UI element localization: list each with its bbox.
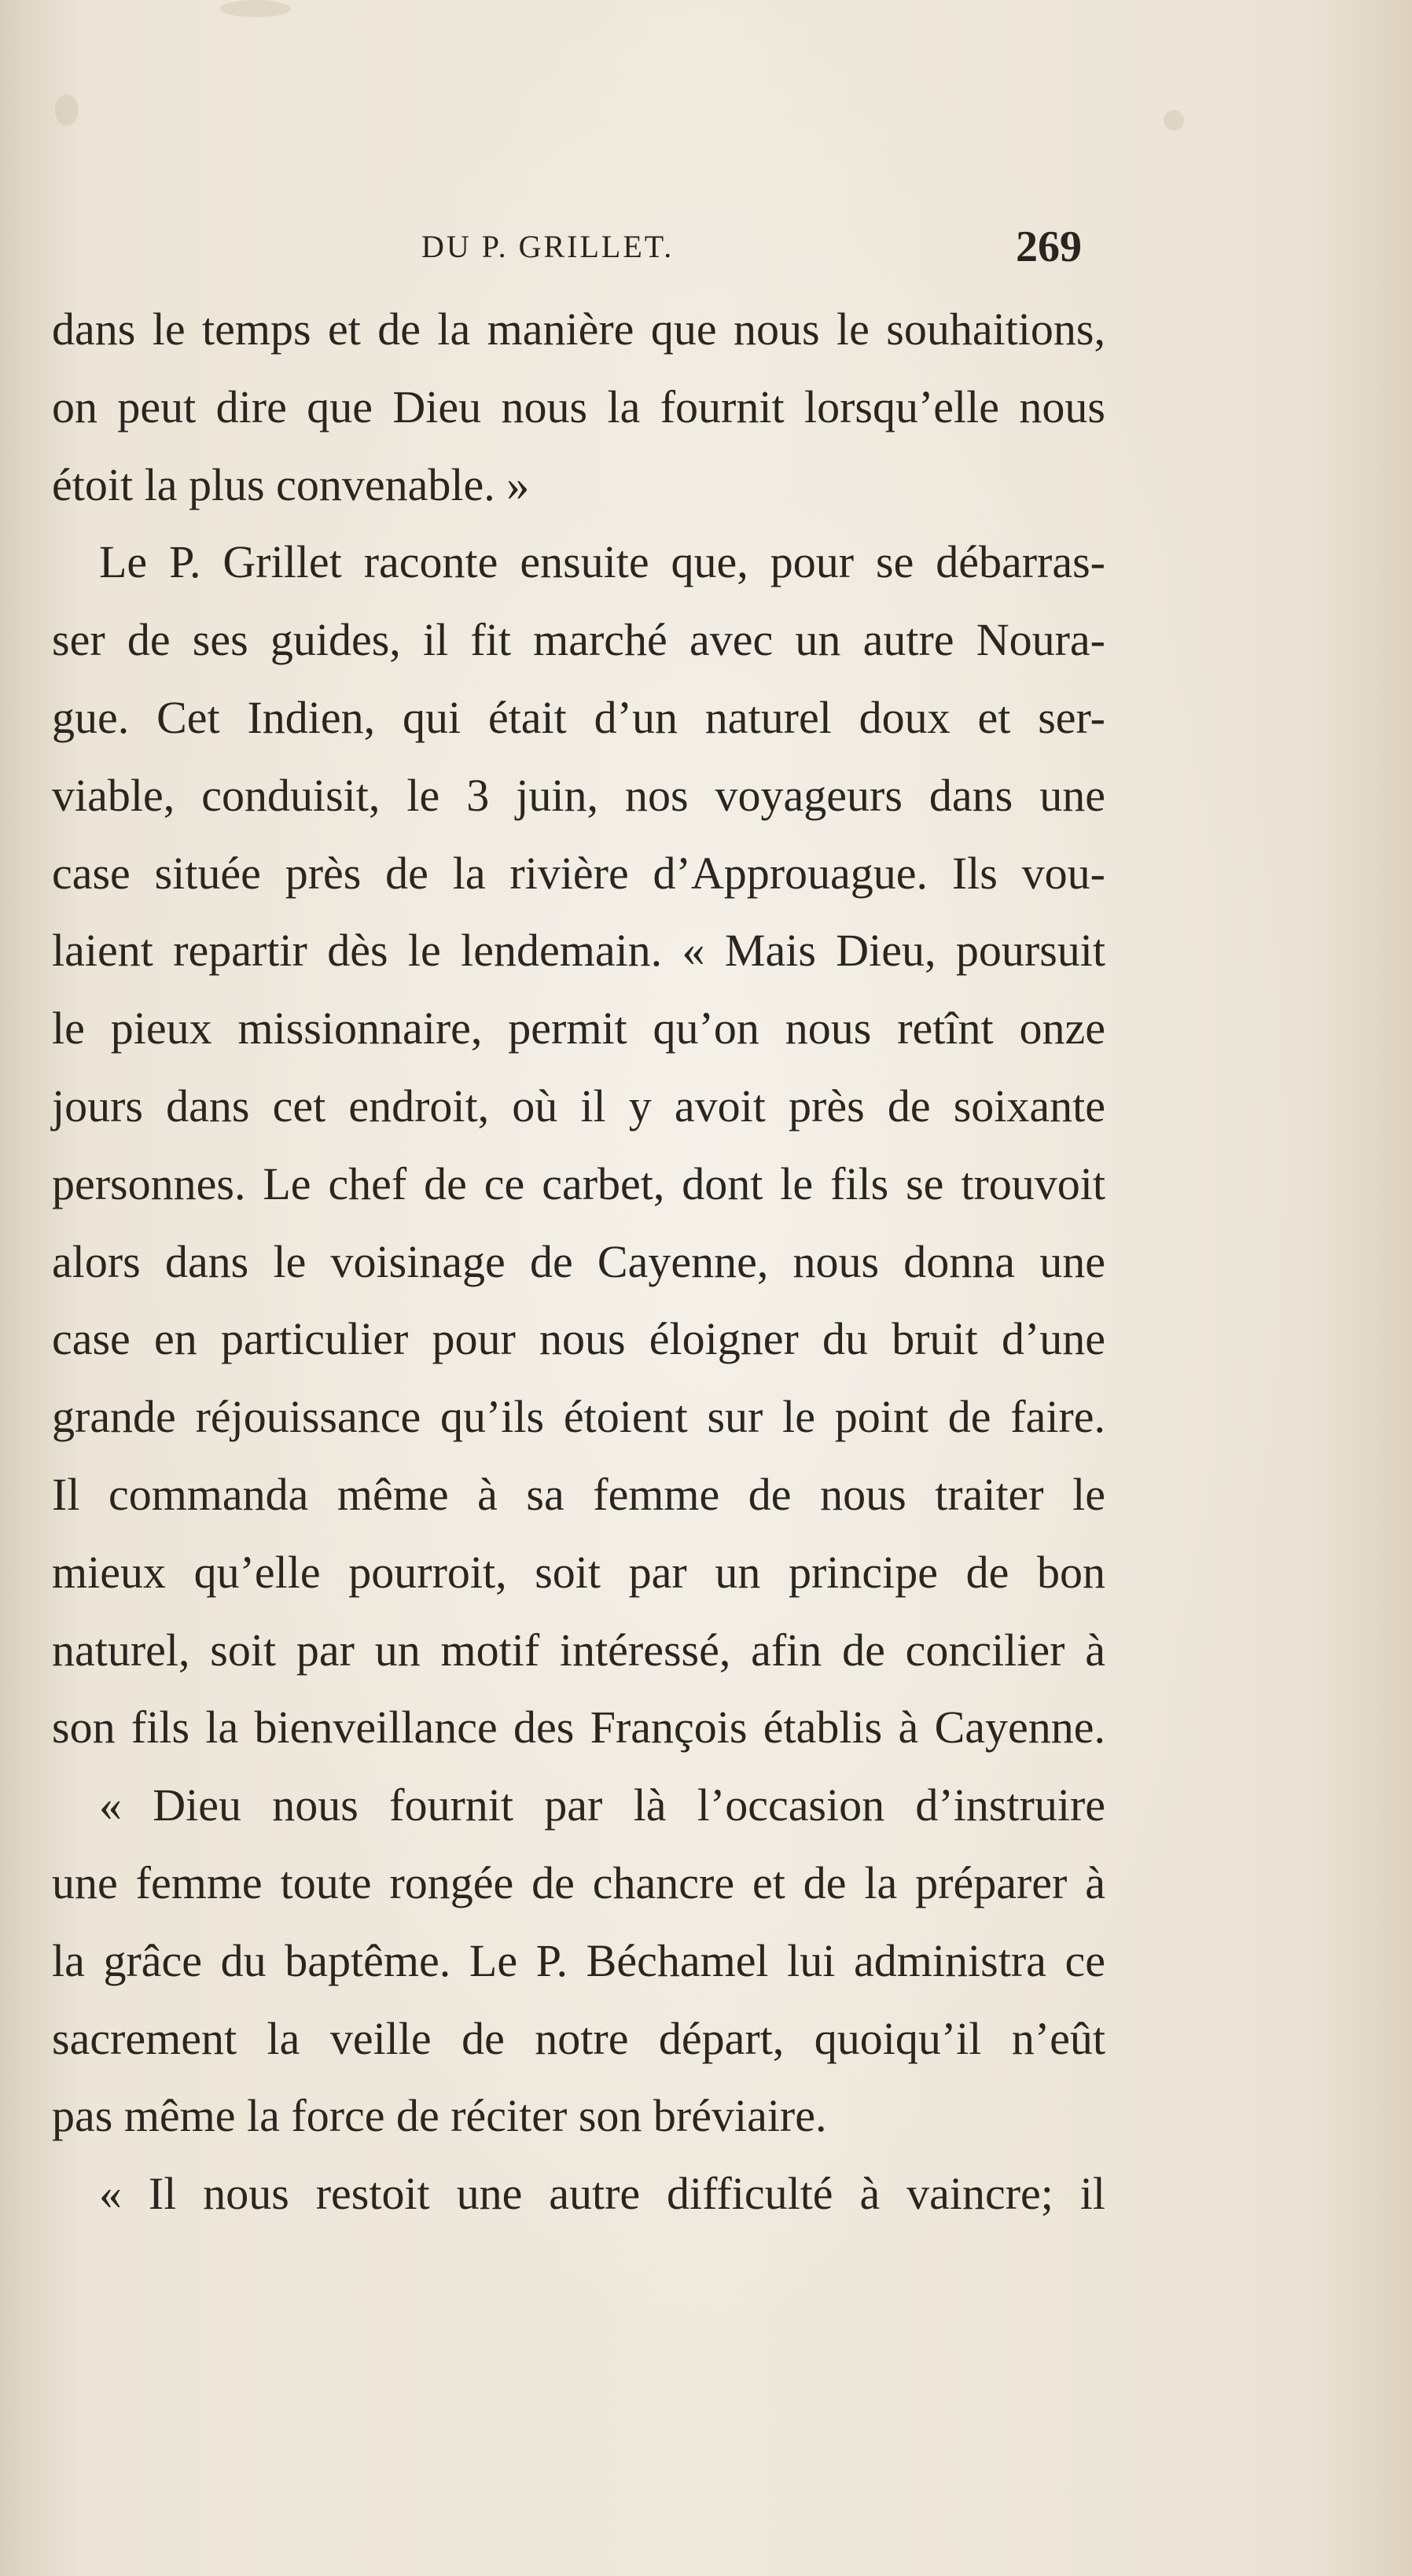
page-header bbox=[0, 222, 1412, 277]
text-line: laient repartir dès le lendemain. « Mais Dieu, poursuit bbox=[52, 925, 1105, 977]
text-line: pas même la force de réciter son bréviaire. bbox=[52, 2090, 827, 2142]
text-line: mieux qu’elle pourroit, soit par un principe de bon bbox=[52, 1546, 1105, 1598]
text-line: jours dans cet endroit, où il y avoit près de soixante bbox=[52, 1080, 1105, 1132]
running-head: DU P. GRILLET. bbox=[421, 229, 675, 264]
text-line: personnes. Le chef de ce carbet, dont le fils se trouvoit bbox=[52, 1157, 1105, 1209]
text-line: on peut dire que Dieu nous la fournit lorsqu’elle nous bbox=[52, 381, 1105, 432]
text-line: son fils la bienveillance des François établis à Cayenne. bbox=[52, 1702, 1105, 1754]
paper-stain bbox=[1164, 110, 1184, 131]
text-line: ser de ses guides, il fit marché avec un autre Noura- bbox=[52, 614, 1105, 666]
text-line: le pieux missionnaire, permit qu’on nous retînt onze bbox=[52, 1003, 1105, 1054]
text-line: dans le temps et de la manière que nous le souhaitions, bbox=[52, 304, 1105, 355]
page-number: 269 bbox=[1016, 223, 1082, 271]
text-line: gue. Cet Indien, qui était d’un naturel doux et ser- bbox=[52, 691, 1105, 743]
paper-stain bbox=[55, 94, 79, 126]
text-line: étoit la plus convenable. » bbox=[52, 458, 530, 510]
paper-stain bbox=[220, 0, 291, 17]
text-line: case en particulier pour nous éloigner du bruit d’une bbox=[52, 1313, 1105, 1365]
text-line: case située près de la rivière d’Approuague. Ils vou- bbox=[52, 847, 1105, 899]
text-line: Le P. Grillet raconte ensuite que, pour se débarras- bbox=[99, 536, 1105, 588]
body-text bbox=[52, 291, 1105, 2233]
text-line: viable, conduisit, le 3 juin, nos voyageurs dans une bbox=[52, 769, 1105, 821]
text-line: alors dans le voisinage de Cayenne, nous donna une bbox=[52, 1235, 1105, 1287]
text-line: sacrement la veille de notre départ, quoiqu’il n’eût bbox=[52, 2012, 1105, 2064]
text-line: une femme toute rongée de chancre et de la préparer à bbox=[52, 1857, 1105, 1908]
text-line: « Dieu nous fournit par là l’occasion d’instruire bbox=[99, 1779, 1105, 1831]
text-line: Il commanda même à sa femme de nous traiter le bbox=[52, 1468, 1105, 1520]
text-line: la grâce du baptême. Le P. Béchamel lui administra ce bbox=[52, 1934, 1105, 1986]
text-line: naturel, soit par un motif intéressé, afin de concilier à bbox=[52, 1624, 1105, 1676]
text-line: grande réjouissance qu’ils étoient sur le point de faire. bbox=[52, 1391, 1105, 1443]
text-line: « Il nous restoit une autre difficulté à vaincre; il bbox=[99, 2168, 1105, 2220]
